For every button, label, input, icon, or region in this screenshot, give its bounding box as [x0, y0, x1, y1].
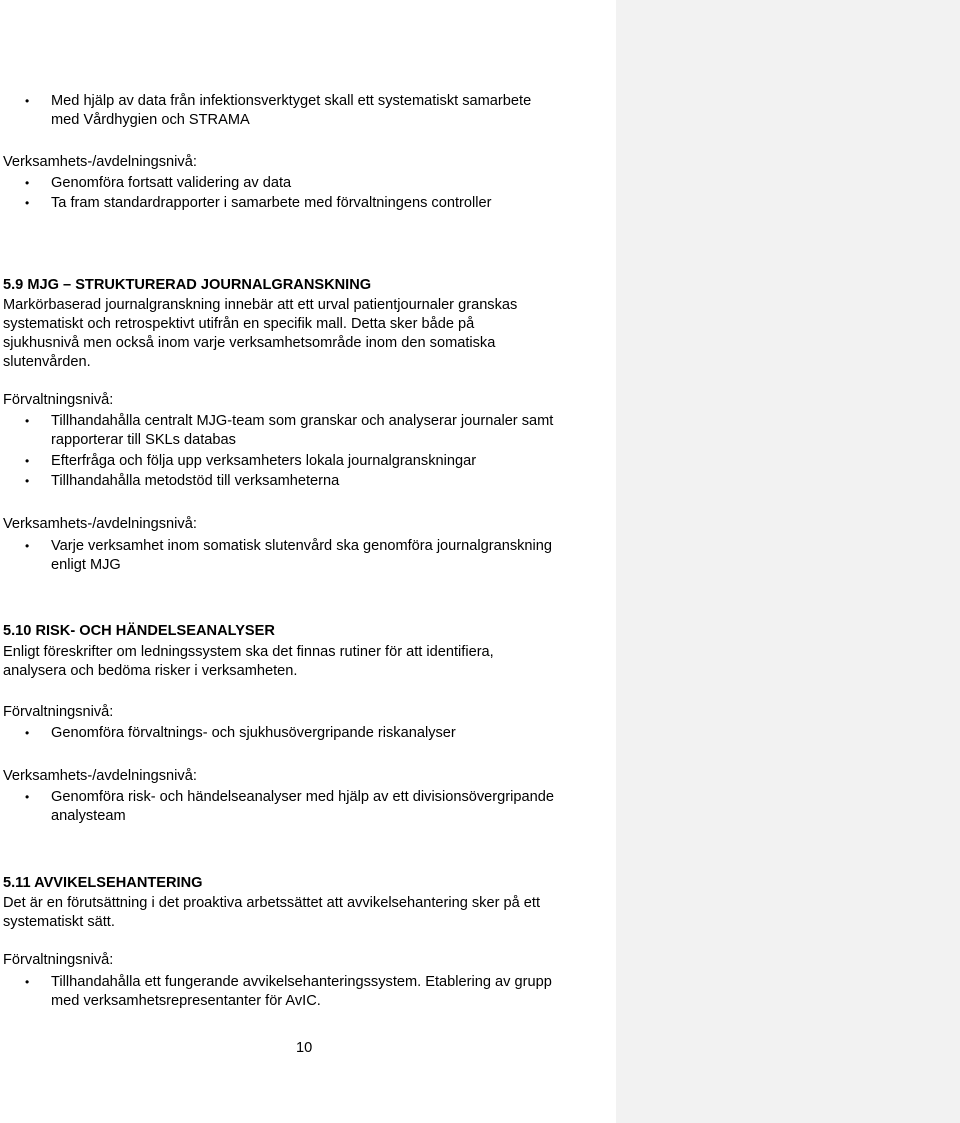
section-5-9-verksamhet-label: Verksamhets-/avdelningsnivå:	[3, 516, 197, 532]
intro-bullet-2: Genomföra fortsatt validering av data	[51, 175, 292, 191]
intro-bullet-1-line-2: med Vårdhygien och STRAMA	[51, 112, 250, 128]
section-5-9-bullet-3: Tillhandahålla metodstöd till verksamheterna	[51, 473, 340, 489]
section-5-9-para-line-4: slutenvården.	[3, 354, 91, 370]
comment-margin-panel	[616, 0, 960, 1123]
section-5-9-forvaltning-label: Förvaltningsnivå:	[3, 392, 114, 408]
section-5-10-para-line-2: analysera och bedöma risker i verksamheten.	[3, 663, 298, 679]
bullet-marker: •	[25, 790, 30, 804]
bullet-marker: •	[25, 454, 30, 468]
intro-bullet-3: Ta fram standardrapporter i samarbete med förvaltningens controller	[51, 195, 492, 211]
section-5-9-bullet-4-line-2: enligt MJG	[51, 557, 121, 573]
bullet-marker: •	[25, 94, 30, 108]
section-5-9-bullet-4-line-1: Varje verksamhet inom somatisk slutenvård ska genomföra journalgranskning	[51, 538, 553, 554]
section-5-9-bullet-2: Efterfråga och följa upp verksamheters lokala journalgranskningar	[51, 453, 477, 469]
section-5-9-heading: 5.9 MJG – STRUKTURERAD JOURNALGRANSKNING	[3, 277, 372, 293]
section-5-9-para-line-1: Markörbaserad journalgranskning innebär att ett urval patientjournaler granskas	[3, 297, 518, 313]
section-5-10-heading: 5.10 RISK- OCH HÄNDELSEANALYSER	[3, 623, 275, 639]
section-5-9-bullet-1-line-2: rapporterar till SKLs databas	[51, 432, 236, 448]
section-5-10-verksamhet-label: Verksamhets-/avdelningsnivå:	[3, 768, 197, 784]
section-5-11-bullet-1-line-1: Tillhandahålla ett fungerande avvikelsehanteringssystem. Etablering av grupp	[51, 974, 552, 990]
section-5-11-bullet-1-line-2: med verksamhetsrepresentanter för AvIC.	[51, 993, 321, 1009]
section-5-9-bullet-1-line-1: Tillhandahålla centralt MJG-team som granskar och analyserar journaler samt	[51, 413, 554, 429]
section-5-11-heading: 5.11 AVVIKELSEHANTERING	[3, 875, 203, 891]
bullet-marker: •	[25, 726, 30, 740]
section-5-10-forvaltning-label: Förvaltningsnivå:	[3, 704, 114, 720]
section-5-10-para-line-1: Enligt föreskrifter om ledningssystem ska det finnas rutiner för att identifiera,	[3, 644, 494, 660]
section-5-9-para-line-3: sjukhusnivå men också inom varje verksamhetsområde inom den somatiska	[3, 335, 496, 351]
section-5-10-bullet-2-line-2: analysteam	[51, 808, 126, 824]
section-5-10-bullet-2-line-1: Genomföra risk- och händelseanalyser med hjälp av ett divisionsövergripande	[51, 789, 554, 805]
intro-bullet-1-line-1: Med hjälp av data från infektionsverktyget skall ett systematiskt samarbete	[51, 93, 532, 109]
bullet-marker: •	[25, 414, 30, 428]
section-5-10-bullet-1: Genomföra förvaltnings- och sjukhusövergripande riskanalyser	[51, 725, 456, 741]
bullet-marker: •	[25, 176, 30, 190]
bullet-marker: •	[25, 474, 30, 488]
intro-verksamhet-label: Verksamhets-/avdelningsnivå:	[3, 154, 197, 170]
page-number: 10	[296, 1040, 313, 1056]
bullet-marker: •	[25, 539, 30, 553]
section-5-11-para-line-2: systematiskt sätt.	[3, 914, 115, 930]
bullet-marker: •	[25, 196, 30, 210]
section-5-11-para-line-1: Det är en förutsättning i det proaktiva arbetssättet att avvikelsehantering sker på ett	[3, 895, 541, 911]
section-5-11-forvaltning-label: Förvaltningsnivå:	[3, 952, 114, 968]
section-5-9-para-line-2: systematiskt och retrospektivt utifrån en specifik mall. Detta sker både på	[3, 316, 475, 332]
bullet-marker: •	[25, 975, 30, 989]
